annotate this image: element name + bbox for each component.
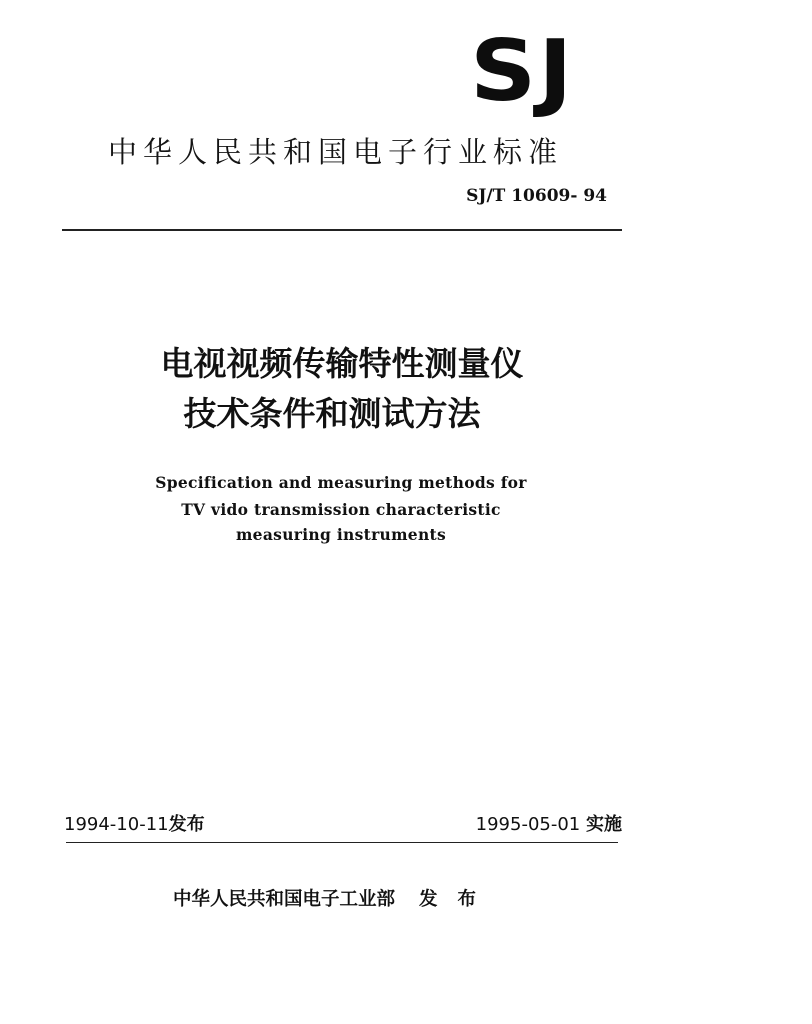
- title-en-line-1: Specification and measuring methods for: [155, 473, 527, 492]
- effective-label: 实施: [586, 814, 622, 835]
- issue-date-block: [64, 810, 205, 836]
- publisher-name: 中华人民共和国电子工业部: [173, 889, 396, 910]
- issue-date: 1994-10-11: [64, 814, 169, 835]
- standard-number: SJ/T 10609- 94: [466, 186, 607, 206]
- standard-category-title: 中华人民共和国电子行业标准: [108, 135, 564, 169]
- effective-date: 1995-05-01: [475, 814, 581, 835]
- title-zh-line-2: 技术条件和测试方法: [183, 394, 481, 433]
- publisher-line: [173, 885, 496, 911]
- title-en-line-2: TV vido transmission characteristic: [181, 500, 501, 519]
- effective-date-block: [476, 810, 622, 836]
- publisher-verb: 发布: [419, 889, 497, 910]
- issue-label: 发布: [168, 814, 205, 835]
- sj-logo: SJ: [470, 21, 575, 121]
- title-en-line-3: measuring instruments: [235, 525, 447, 544]
- header-divider: [62, 229, 622, 231]
- title-zh-line-1: 电视视频传输特性测量仪: [160, 344, 524, 383]
- footer-divider: [66, 842, 618, 843]
